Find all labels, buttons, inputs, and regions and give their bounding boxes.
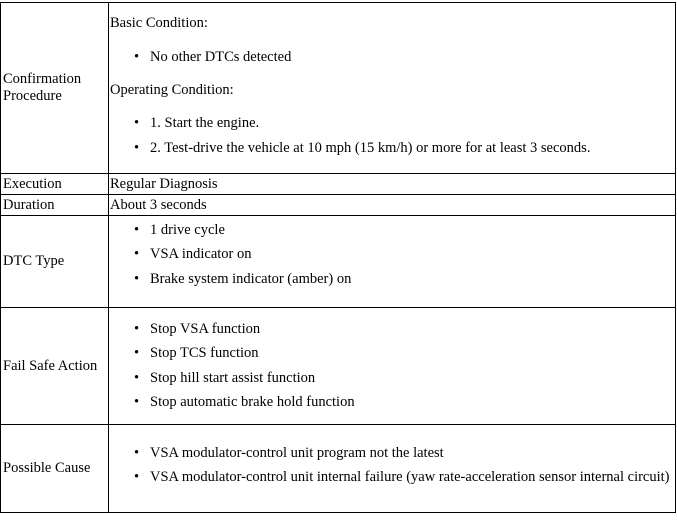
list-item: • No other DTCs detected [134, 49, 292, 65]
list-item: • VSA indicator on [134, 246, 252, 262]
basic-condition-list [110, 49, 671, 66]
possible-cause-value [109, 425, 676, 513]
list-item: • Stop TCS function [134, 345, 259, 362]
possible-cause-list [110, 445, 671, 487]
operating-condition-list [110, 115, 671, 157]
list-item: • VSA modulator-control unit internal failure (yaw rate-acceleration sensor internal circuit) [134, 469, 670, 486]
list-item: • 1. Start the engine. [134, 115, 260, 131]
fail-safe-action-label: Fail Safe Action [1, 308, 109, 425]
execution-value: Regular Diagnosis [109, 174, 676, 195]
bullet-icon: • [134, 49, 140, 65]
bullet-icon: • [134, 221, 140, 238]
list-item: • Stop hill start assist function [134, 369, 316, 386]
dtc-type-value [109, 216, 676, 308]
table-row-duration [1, 195, 676, 216]
bullet-icon: • [134, 369, 140, 386]
operating-condition-heading: Operating Condition: [110, 82, 234, 98]
list-item: • Brake system indicator (amber) on [134, 270, 352, 287]
confirmation-procedure-value [109, 3, 676, 174]
list-item: • Stop automatic brake hold function [134, 394, 355, 411]
dtc-type-label: DTC Type [1, 216, 109, 308]
fail-safe-action-value [109, 308, 676, 425]
list-item: • 1 drive cycle [134, 221, 225, 238]
duration-label: Duration [1, 195, 109, 216]
bullet-icon: • [134, 469, 140, 486]
basic-condition-heading: Basic Condition: [110, 15, 208, 31]
table-row-confirmation [1, 3, 676, 174]
table-row-execution [1, 174, 676, 195]
bullet-icon: • [134, 140, 140, 156]
bullet-icon: • [134, 345, 140, 362]
list-item: • 2. Test-drive the vehicle at 10 mph (15 km/h) or more for at least 3 seconds. [134, 140, 591, 156]
possible-cause-label: Possible Cause [1, 425, 109, 513]
execution-label: Execution [1, 174, 109, 195]
fail-safe-action-list [110, 321, 671, 412]
duration-value: About 3 seconds [109, 195, 676, 216]
bullet-icon: • [134, 270, 140, 287]
bullet-icon: • [134, 320, 140, 337]
dtc-info-table [0, 2, 676, 513]
dtc-type-list [110, 222, 671, 288]
list-item: • Stop VSA function [134, 320, 261, 337]
bullet-icon: • [134, 246, 140, 262]
confirmation-procedure-label: Confirmation Procedure [1, 3, 109, 174]
table-row-dtc-type [1, 216, 676, 308]
table-row-fail-safe [1, 308, 676, 425]
bullet-icon: • [134, 444, 140, 461]
list-item: • VSA modulator-control unit program not the latest [134, 444, 444, 461]
bullet-icon: • [134, 115, 140, 131]
table-row-possible-cause [1, 425, 676, 513]
bullet-icon: • [134, 394, 140, 411]
